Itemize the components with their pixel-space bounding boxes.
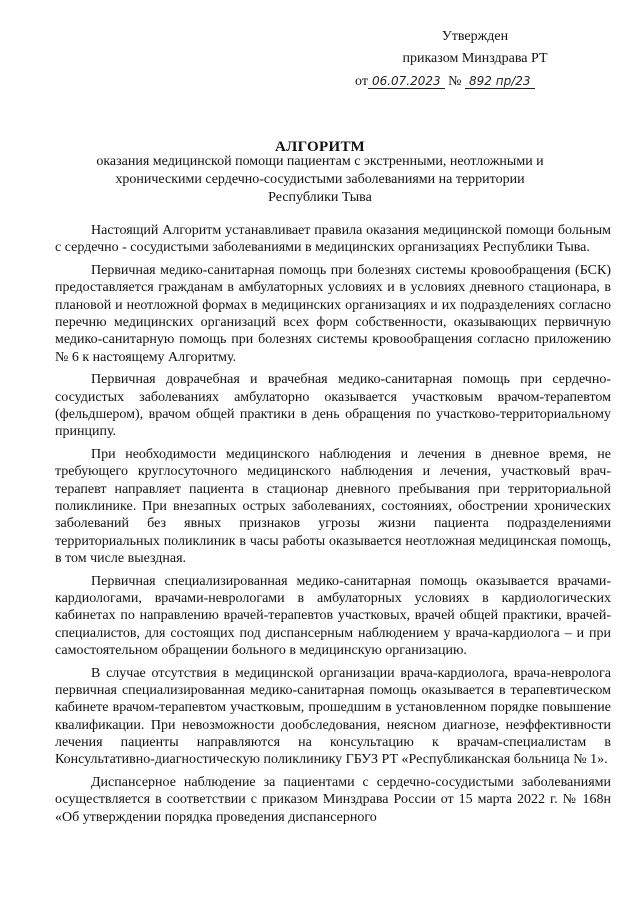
- paragraph: Настоящий Алгоритм устанавливает правила оказания медицинской помощи больным с сердечно - сосудистыми заболеваниями в медицинских организациях Республики Тыва.: [55, 223, 611, 256]
- handwritten-number: 892 пр/23: [465, 74, 535, 89]
- document-body: [55, 222, 611, 831]
- paragraph: Диспансерное наблюдение за пациентами с сердечно-сосудистыми заболеваниями осуществляется в соответствии с приказом Минздрава России от 15 марта 2022 г. № 168н «Об утверждении порядка проведения диспансерного: [55, 774, 611, 825]
- paragraph: При необходимости медицинского наблюдения и лечения в дневное время, не требующего круглосуточного медицинского наблюдения и лечения, участковый врач-терапевт направляет пациента в стационар дневного пребывания при территориальной поликлинике. При внезапных острых заболеваниях, состояниях, обострении хронических заболеваний без явных признаков угрозы жизни пациента подразделениями территориальных поликлиник в часы работы оказывается неотложная медицинская помощь, в том числе выездная.: [55, 447, 611, 566]
- approval-date-number: [355, 70, 595, 93]
- paragraph: В случае отсутствия в медицинской организации врача-кардиолога, врача-невролога первичная специализированная медико-санитарная помощь оказывается в терапевтическом кабинете врачом-терапевтом участковым, прошедшим в установленном порядке повышение квалификации. При невозможности дообследования, неясном диагнозе, неэффективности лечения пациенты направляются на консультацию к врачам-специалистам в Консультативно-диагностическую поликлинику ГБУЗ РТ «Республиканская больница № 1».: [55, 665, 611, 768]
- paragraph: Первичная доврачебная и врачебная медико-санитарная помощь при сердечно-сосудистых заболеваниях амбулаторно оказывается участковым врачом-терапевтом (фельдшером), врачом общей практики в день обращения по участково-территориальному принципу.: [55, 372, 611, 440]
- document-title: АЛГОРИТМ: [274, 139, 366, 155]
- approval-label: Утвержден: [441, 29, 509, 44]
- approval-stamp: [355, 26, 595, 93]
- paragraph: Первичная специализированная медико-санитарная помощь оказывается врачами-кардиологами, врачами-неврологами в амбулаторных условиях в кардиологических кабинетах по направлению врачей-терапевтов участковых, врачей общей практики, врачей-специалистов, для состоящих под диспансерным наблюдением у врача-кардиолога – и при самостоятельном обращении больного в медицинскую организацию.: [55, 573, 611, 658]
- number-prefix: №: [448, 74, 462, 89]
- date-prefix: от: [355, 74, 368, 89]
- paragraph: Первичная медико-санитарная помощь при болезнях системы кровообращения (БСК) предоставляется гражданам в амбулаторных условиях и в условиях дневного стационара, в плановой и неотложной формах в медицинских организациях и их подразделениях согласно перечню медицинских организаций всех форм собственности, оказывающих первичную медико-санитарную помощь при болезнях системы кровообращения согласно приложению № 6 к настоящему Алгоритму.: [55, 263, 611, 365]
- approval-order: приказом Минздрава РТ: [402, 51, 548, 66]
- handwritten-date: 06.07.2023: [368, 74, 445, 89]
- document-subtitle: оказания медицинской помощи пациентам с экстренными, неотложными и хроническими сердечно-сосудистыми заболеваниями на территории Республики Тыва: [96, 154, 544, 205]
